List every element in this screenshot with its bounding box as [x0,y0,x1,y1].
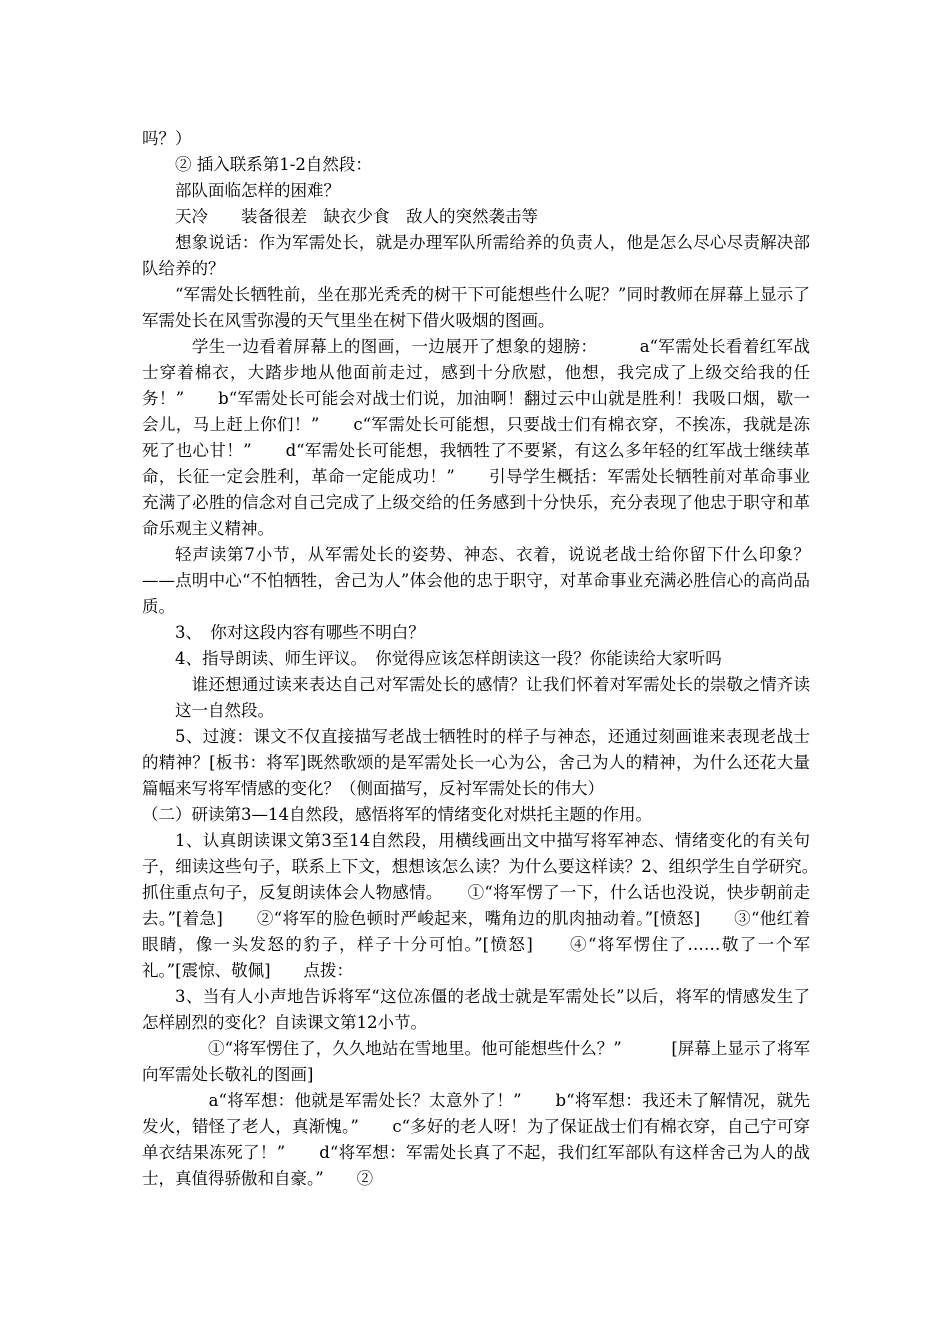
section-heading: （二）研读第3—14自然段，感悟将军的情绪变化对烘托主题的作用。 [142,805,652,824]
paragraph: 4、指导朗读、师生评议。 你觉得应该怎样朗读这一段？你能读给大家听吗 [175,649,722,668]
paragraph: 3、当有人小声地告诉将军“这位冻僵的老战士就是军需处长”以后，将军的情感发生了怎样剧烈的变化？自读课文第12小节。 [142,987,810,1032]
paragraph: ①“将军愣住了，久久地站在雪地里。他可能想些什么？” [屏幕上显示了将军向军需处长敬礼的图画] [142,1039,810,1084]
paragraph: 谁还想通过读来表达自己对军需处长的感情？让我们怀着对军需处长的崇敬之情齐读这一自然段。 [175,675,810,720]
paragraph: 3、 你对这段内容有哪些不明白？ [175,623,425,642]
paragraph: a“将军想：他就是军需处长？太意外了！” b“将军想：我还未了解情况，就先发火，错怪了老人，真渐愧。” c“多好的老人呀！为了保证战士们有棉衣穿，自己宁可穿单衣结果冻死了！” d“将军想：军需处长真了不起，我们红军部队有这样舍己为人的战士，真值得骄傲和自豪。” ② [142,1091,810,1188]
paragraph: 5、过渡：课文不仅直接描写老战士牺牲时的样子与神态，还通过刻画谁来表现老战士的精神？[板书：将军]既然歌颂的是军需处长一心为公，舍己为人的精神，为什么还花大量篇幅来写将军情感的变化？（侧面描写，反衬军需处长的伟大） [142,727,810,798]
paragraph: 天冷 装备很差 缺衣少食 敌人的突然袭击等 [175,207,538,226]
document-body [142,126,860,1192]
paragraph: “军需处长牺牲前，坐在那光秃秃的树干下可能想些什么呢？”同时教师在屏幕上显示了军需处长在风雪弥漫的天气里坐在树下借火吸烟的图画。 [142,285,810,330]
paragraph: 吗？） [142,129,192,148]
paragraph: 学生一边看着屏幕上的图画，一边展开了想象的翅膀： a“军需处长看着红军战士穿着棉衣，大踏步地从他面前走过，感到十分欣慰，他想，我完成了上级交给我的任务！” b“军需处长可能会对战士们说，加油啊！翻过云中山就是胜利！我吸口烟，歇一会儿，马上赶上你们！” c“军需处长可能想，只要战士们有棉衣穿，不挨冻，我就是冻死了也心甘！” d“军需处长可能想，我牺牲了不要紧，有这么多年轻的红军战士继续革命，长征一定会胜利，革命一定能成功！” 引导学生概括：军需处长牺牲前对革命事业充满了必胜的信念对自己完成了上级交给的任务感到十分快乐，充分表现了他忠于职守和革命乐观主义精神。 [142,337,810,538]
paragraph: ② 插入联系第1-2自然段： [175,155,372,174]
paragraph: 部队面临怎样的困难？ [175,181,340,200]
paragraph: 想象说话：作为军需处长，就是办理军队所需给养的负责人，他是怎么尽心尽责解决部队给养的？ [142,233,810,278]
paragraph: 1、认真朗读课文第3至14自然段，用横线画出文中描写将军神态、情绪变化的有关句子，细读这些句子，联系上下文，想想该怎么读？为什么要这样读？2、组织学生自学研究。 抓住重点句子，反复朗读体会人物感情。 ①“将军愣了一下，什么话也没说，快步朝前走去。”[着急] ②“将军的脸色顿时严峻起来，嘴角边的肌肉抽动着。”[愤怒] ③“他红着眼睛，像一头发怒的豹子，样子十分可怕。”[愤怒] ④“将军愣住了……敬了一个军礼。”[震惊、敬佩] 点拨： [142,831,860,980]
paragraph: 轻声读第7小节，从军需处长的姿势、神态、衣着，说说老战士给你留下什么印象？——点明中心“不怕牺牲，舍己为人”体会他的忠于职守，对革命事业充满必胜信心的高尚品质。 [142,545,810,616]
